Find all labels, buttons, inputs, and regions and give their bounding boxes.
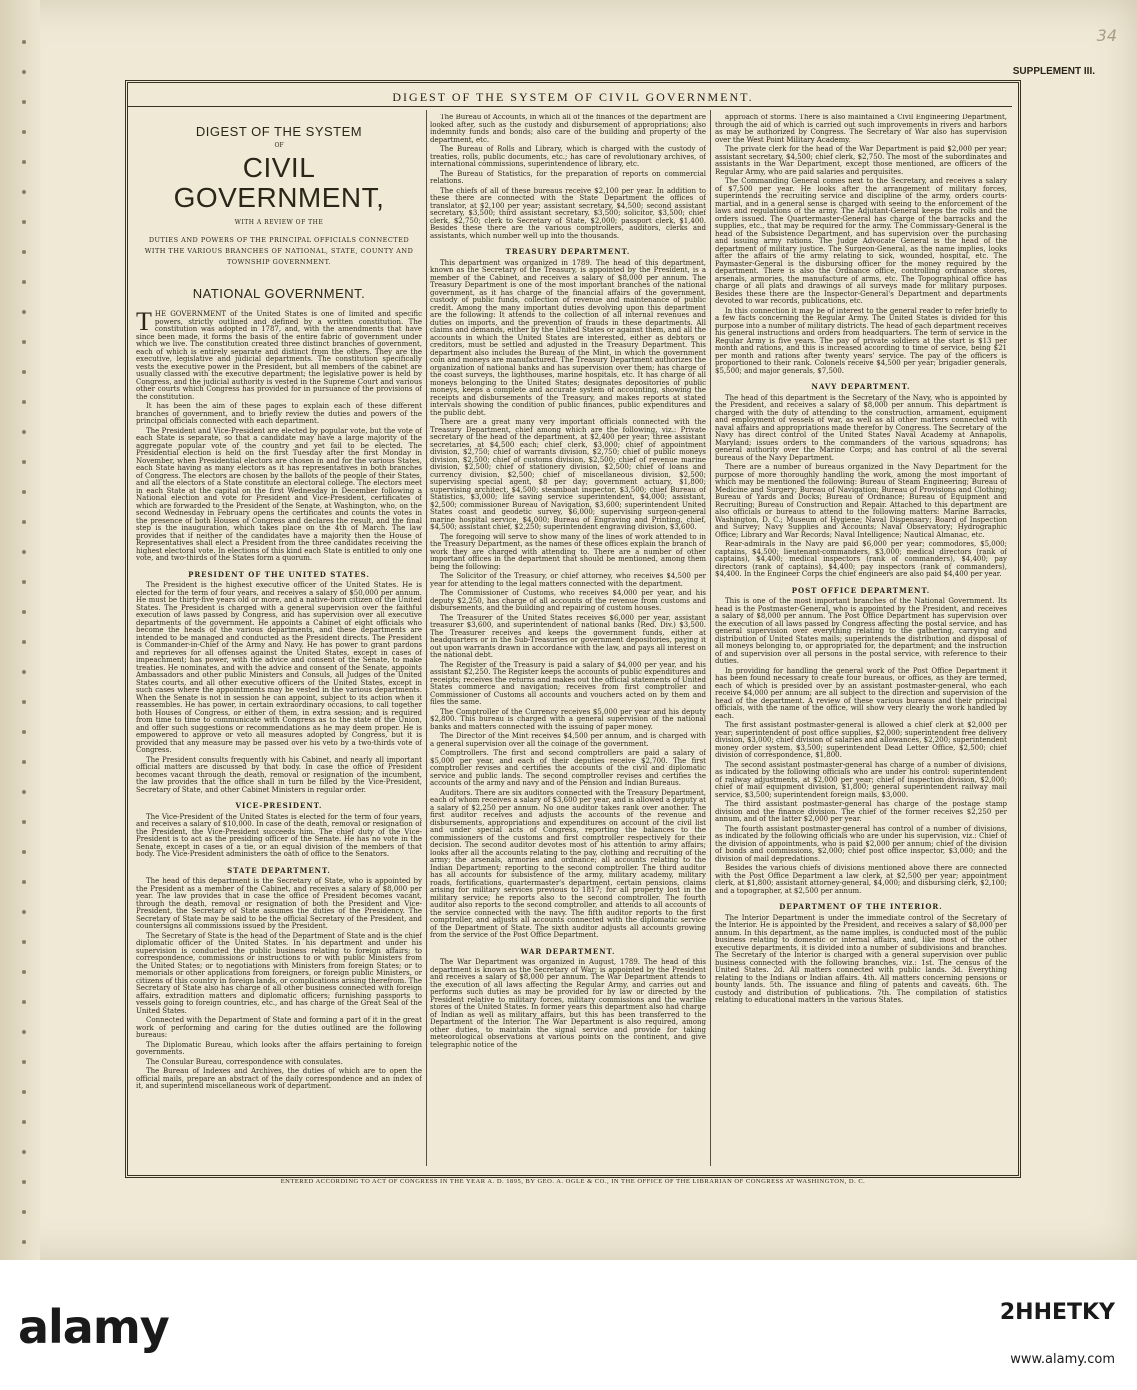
binding-hole <box>22 1030 26 1034</box>
binding-hole <box>22 40 26 44</box>
paragraph: In providing for handling the general work of the Post Office Department it has been found necessary to create four bureaus, or offices, as they are termed, each of which is presided over by an assistant postmaster-general, who each receive $4,000 per annum; are all subject to the direction and supervision of the head of the department. A review of these various bureaus and their principal officials, with the name of the office, will show very clearly the work handled by each. <box>715 666 1007 720</box>
paragraph: approach of storms. There is also maintained a Civil Engineering Department, through the aid of which is carried out such improvements in rivers and harbors as may be authorized by Congress. The Secretary of War also has supervision over the West Point Military Academy. <box>715 114 1007 144</box>
copyright-footer: ENTERED ACCORDING TO ACT OF CONGRESS IN THE YEAR A. D. 1895, BY GEO. A. OGLE & CO., IN THE OFFICE OF THE LIBRARIAN OF CONGRESS AT WASHINGTON, D. C. <box>280 1178 866 1185</box>
title-line-1: DIGEST OF THE SYSTEM <box>195 124 363 139</box>
binding-hole <box>22 190 26 194</box>
intro-text: HE GOVERNMENT of the United States is one of limited and specific powers, strictly outlined and defined by a written constitution. The constitution was adopted in 1787, and, with the amendments that have since been made, it forms the basis of the entire fabric of government under which we live. The constitution created three distinct branches of government, each of which is entirely separate and distinct from the others. They are the executive, legislative and judicial departments. The constitution specifically vests the executive power in the President, but all members of the cabinet are usually classed with the executive department; the legislative power is held by Congress, and the judicial authority is vested in the Supreme Court and various other courts which Congress has provided for in pursuance of the provisions of the constitution. <box>136 310 422 401</box>
paragraph: The Commanding General comes next to the Secretary, and receives a salary of $7,500 per year. He looks after the arrangement of military forces, superintends the recruiting service and discipline of the army, orders courts-martial, and in a general sense is charged with seeing to the enforcement of the laws and regulations of the army. The Adjutant-General keeps the rolls and the orders issued. The Quartermaster-General has charge of the barracks and the supplies, etc., that may be required for the army. The Commissary-General is the head of the Subsistence Department, and has supervision over the purchasing and issuing army rations. The Judge Advocate General is the head of the department of military justice. The Surgeon-General, as the name implies, looks after the affairs of the army relating to sick, wounded, hospital, etc. The Paymaster-General is the disbursing officer for the money required by the department. There is also the Ordnance office, controlling ordnance stores, arsenals, armories, the manufacture of arms, etc. The Topographical office has charge of all plats and drawings of all surveys made for military purposes. Besides these there are the Inspector-General's Department and departments devoted to war records, publications, etc. <box>715 177 1007 305</box>
paragraph: The Secretary of State is the head of the Department of State and is the chief diplomatic officer of the United States. In his department and under his supervision is conducted the public business relating to foreign affairs; to correspondence, commissions or instructions to or with public Ministers from the United States; or to negotiations with Ministers from foreign States; or to memorials or other applications from foreigners, or foreign public Ministers, or citizens of this country in foreign lands, or complications arising therefrom. The Secretary of State also has charge of all other business connected with foreign affairs, extradition matters and diplomatic officers; furnishing passports to vessels going to foreign countries, etc., and has charge of the Great Seal of the United States. <box>136 931 422 1015</box>
binding-hole <box>22 820 26 824</box>
paragraph: The fourth assistant postmaster-general has control of a number of divisions, as indicated by the following officials who are under his supervision, viz.: Chief of the division of appointments, who is paid $2,000 per annum; chief of the division of bonds and commissions, $2,000; chief post office inspector, $3,000; and the division of mail depredations. <box>715 824 1007 863</box>
binding-hole <box>22 430 26 434</box>
paragraph: The Bureau of Accounts, in which all of the finances of the department are looked after, such as the custody and disbursement of appropriations; also indemnity funds and bonds; also care of the building and property of the department, etc. <box>430 114 706 144</box>
paragraph: The Bureau of Indexes and Archives, the duties of which are to open the official mails, prepare an abstract of the daily correspondence and an index of it, and superintend miscellaneous work of department. <box>136 1067 422 1090</box>
paragraph: The President is the highest executive officer of the United States. He is elected for the term of four years, and receives a salary of $50,000 per annum. He must be thirty-five years old or more, and a native-born citizen of the United States. The President is charged with a general supervision over the faithful execution of laws passed by Congress, and has supervision over all executive departments of the government. He appoints a Cabinet of eight officials who become the heads of the various departments, and these departments are intended to be managed and conducted as the President directs. The President is Commander-in-Chief of the Army and Navy. He has power to grant pardons and reprieves for all offenses against the United States, except in cases of impeachment; has power, with the advice and consent of the Senate, to make treaties. He nominates, and with the advice and consent of the Senate, appoints Ambassadors and other public Ministers and Consuls, all Judges of the United States courts, and all other executive officers of the United States, except in such cases where the appointments may be vested in the various departments. When the Senate is not in session he can appoint, subject to its action when it reassembles. He has power, in certain extraordinary occasions, to call together both Houses of Congress, or either of them, in extra session; and is required from time to time to communicate with Congress as to the state of the Union, and offer such suggestions or recommendations as he may deem proper. He is empowered to approve or veto all measures adopted by Congress, but it is provided that any measure may be passed over his veto by a two-thirds vote of Congress. <box>136 581 422 754</box>
binding-hole <box>22 1060 26 1064</box>
paragraph: The Comptroller of the Currency receives $5,000 per year and his deputy $2,800. This bureau is charged with a general supervision of the national banks and matters connected with the issuing of paper money. <box>430 707 706 731</box>
binding-hole <box>22 640 26 644</box>
binding-edge <box>0 0 40 1260</box>
stock-footer-bar <box>0 1260 1137 1390</box>
paragraph: The President and Vice-President are elected by popular vote, but the vote of each State is separate, so that a candidate may have a large majority of the aggregate popular vote of the country and yet fail to be elected. The Presidential election is held on the first Tuesday after the first Monday in November, when Presidential electors are chosen in and for the various States, each State having as many electors as it has representatives in both branches of Congress. The electors are chosen by the ballots of the people of their States, and all the electors of a State constitute an electoral college. The electors meet in each State at the capital on the first Wednesday in December following a National election and vote for President and Vice-President, certificates of which are forwarded to the President of the Senate, at Washington, who, on the second Wednesday in February opens the certificates and counts the votes in the presence of both Houses of Congress and declares the result, and the final step is the inauguration, which takes place on the 4th of March. The law provides that if neither of the candidates have a majority then the House of Representatives shall elect a President from the three candidates receiving the highest electoral vote. In elections of this kind each State is entitled to only one vote, and two-thirds of the States form a quorum. <box>136 426 422 562</box>
paragraph: This is one of the most important branches of the National Government. Its head is the Postmaster-General, who is appointed by the President, and receives a salary of $8,000 per annum. The Post Office Department has supervision over the execution of all laws passed by Congress affecting the postal service, and has general supervision over everything relating to the gathering, carrying and distribution of United States mails; superintends the distribution and disposal of all moneys belonging to, or appropriated for, the department; and the instruction of and supervision over all persons in the postal service, with reference to their duties. <box>715 597 1007 665</box>
paragraph: The chiefs of all of these bureaus receive $2,100 per year. In addition to these there are connected with the State Department the offices of translator, at $2,100 per year; assistant secretary, $4,500; second assistant secretary, $3,500; third assistant secretary, $3,500; solicitor, $3,500; chief clerk, $2,750; clerk to Secretary of State, $2,000; passport clerk, $1,400. Besides these there are the various comptrollers, auditors, clerks and assistants, which number well up into the thousands. <box>430 186 706 240</box>
binding-hole <box>22 670 26 674</box>
frame-title: DIGEST OF THE SYSTEM OF CIVIL GOVERNMENT. <box>392 90 754 104</box>
paragraph: Auditors. There are six auditors connected with the Treasury Department, each of whom receives a salary of $3,600 per year, and is allowed a deputy at a salary of $2,250 per annum. No one auditor takes rank over another. The first auditor receives and adjusts the accounts of the revenue and disbursements, appropriations and expenditures on account of the civil list and under special acts of Congress, reporting the balances to the commissioners of the customs and first comptroller respectively for their decision. The second auditor devotes most of his attention to army affairs; looks after all the accounts relating to the pay, clothing and recruiting of the army; the arsenals, armories and ordnance; all accounts relating to the Indian Department; reporting to the second comptroller. The third auditor has all accounts for subsistence of the army, military academy, military roads, fortifications, quartermaster's department, certain pensions, claims arising for military services previous to 1817; for all property lost in the military service; he reports also to the second comptroller. The fourth auditor also reports to the second comptroller, and attends to all accounts of the service connected with the navy. The fifth auditor reports to the first comptroller, and adjusts all accounts connected with the diplomatic service of the Department of State. The sixth auditor adjusts all accounts growing from the service of the Post Office Department. <box>430 788 706 939</box>
binding-hole <box>22 1090 26 1094</box>
paragraph: The Solicitor of the Treasury, or chief attorney, who receives $4,500 per year for attending to the legal matters connected with the department. <box>430 572 706 588</box>
paragraph: The Director of the Mint receives $4,500 per annum, and is charged with a general supervision over all the coinage of the government. <box>430 732 706 748</box>
binding-hole <box>22 1150 26 1154</box>
paragraph: Connected with the Department of State and forming a part of it in the great work of performing and caring for the duties outlined are the following bureaus: <box>136 1016 422 1039</box>
binding-hole <box>22 370 26 374</box>
stock-image-id <box>1000 1300 1115 1326</box>
binding-hole <box>22 610 26 614</box>
paragraph: This department was organized in 1789. The head of this department, known as the Secretary of the Treasury, is appointed by the President, is a member of the Cabinet, and receives a salary of $8,000 per annum. The Treasury Department is one of the most important branches of the national government, as it has charge of the financial affairs of the government, custody of public funds, collection of revenue and maintenance of public credit. Among the many important duties devolving upon this department are the following: It attends to the collection of all internal revenues and duties on imports, and the prevention of frauds in these departments. All claims and demands, either by the United States or against them, and all the accounts in which the United States are interested, either as debtors or creditors, must be settled and adjusted in the Treasury Department. This department also includes the Bureau of the Mint, in which the government coin and moneys are manufactured. The Treasury Department authorizes the organization of national banks and has supervision over them; has charge of the coast surveys, the lighthouses, marine hospitals, etc. It has charge of all moneys belonging to the United States; designates depositories of public moneys, keeps a complete and accurate system of accounting, showing the receipts and disbursements of the Treasury, and makes reports at stated intervals showing the condition of public finances, public expenditures and the public debt. <box>430 258 706 417</box>
binding-hole <box>22 460 26 464</box>
state-department-heading: STATE DEPARTMENT. <box>227 865 331 875</box>
binding-hole <box>22 580 26 584</box>
stock-id-text: 2HHETKY <box>999 1300 1115 1325</box>
frame-title-rule <box>128 106 1012 107</box>
column-rule-2 <box>710 110 711 1166</box>
binding-hole <box>22 310 26 314</box>
binding-hole <box>22 1240 26 1244</box>
column-2 <box>430 114 706 1164</box>
binding-hole <box>22 880 26 884</box>
interior-department-heading: DEPARTMENT OF THE INTERIOR. <box>779 902 943 911</box>
vice-president-heading: VICE-PRESIDENT. <box>235 801 323 810</box>
binding-hole <box>22 760 26 764</box>
paragraph: Rear-admirals in the Navy are paid $6,000 per year; commodores, $5,000; captains, $4,500; lieutenant-commanders, $3,000; medical directors (rank of captains), $4,400; medical inspectors (rank of commanders), $4,400; pay directors (rank of captains), $4,400; pay inspectors (rank of commanders), $4,400. In the Engineer Corps the chief engineers are also paid $4,400 per year. <box>715 540 1007 578</box>
binding-hole <box>22 490 26 494</box>
paragraph: The Register of the Treasury is paid a salary of $4,000 per year, and his assistant $2,250. The Register keeps the accounts of public expenditures and receipts; receives the returns and makes out the official statements of United States commerce and navigation; receives from first comptroller and Commissioner of Customs all accounts and vouchers acted on by them and files the same. <box>430 660 706 706</box>
title-of: OF <box>274 141 284 149</box>
paragraph: The second assistant postmaster-general has charge of a number of divisions, as indicated by the following officials who are under his control: superintendent of railway adjustments, at $2,000 per year; chief of inspection division, $2,000; chief of mail equipment division, $1,800; general superintendent railway mail service, $3,500; superintendent foreign mails, $3,000. <box>715 760 1007 799</box>
binding-hole <box>22 160 26 164</box>
paragraph: The head of this department is the Secretary of State, who is appointed by the President as a member of the Cabinet, and receives a salary of $8,000 per year. The law provides that in case the office of President becomes vacant, through the death, removal or resignation of both the President and Vice-President, the Secretary of State assumes the duties of the Presidency. The Secretary of State may be said to be the official Secretary of the President, and countersigns all commissions issued by the President. <box>136 877 422 930</box>
paragraph: The Consular Bureau, correspondence with consulates. <box>146 1057 343 1066</box>
pencil-page-number: 34 <box>1096 26 1117 45</box>
paragraph: The foregoing will serve to show many of the lines of work attended to in the Treasury Department, as the names of these offices explain the branch of work they are charged with attending to. There are a number of other important offices in the department that should be mentioned, among them being the following: <box>430 532 706 571</box>
binding-hole <box>22 850 26 854</box>
binding-hole <box>22 1120 26 1124</box>
column-1 <box>136 114 422 1164</box>
binding-hole <box>22 790 26 794</box>
binding-hole <box>22 280 26 284</box>
binding-hole <box>22 100 26 104</box>
paragraph: The Diplomatic Bureau, which looks after the affairs pertaining to foreign governments. <box>136 1040 422 1056</box>
column-3 <box>715 114 1007 1164</box>
binding-hole <box>22 1180 26 1184</box>
paragraph: The Bureau of Statistics, for the preparation of reports on commercial relations. <box>430 169 706 185</box>
binding-hole <box>22 250 26 254</box>
title-with-review: WITH A REVIEW OF THE <box>234 219 324 226</box>
binding-hole <box>22 1210 26 1214</box>
president-heading: PRESIDENT OF THE UNITED STATES. <box>188 569 370 579</box>
paragraph: The private clerk for the head of the War Department is paid $2,000 per year; assistant secretary, $4,500; chief clerk, $2,750. The most of the subordinates and assistants in the War Department, except those mentioned, are officers of the Regular Army, who are paid salaries and perquisites. <box>715 145 1007 176</box>
binding-hole <box>22 940 26 944</box>
paragraph: There are a great many very important officials connected with the Treasury Department, chief among which are the following, viz.: Private secretary of the head of the department, at $2,400 per year; three assistant secretaries, at $4,500 each; chief clerk, $3,000; chief of appointment division, $2,750; chief of warrants division, $2,750; chief of public moneys division, $2,500; chief of customs division, $2,500; chief of revenue marine division, $2,500; chief of stationery division, $2,500; chief of loans and currency division, $2,500; chief of miscellaneous division, $2,500; supervising special agent, $8 per day; government actuary, $1,800; supervising architect, $4,500; steamboat inspector, $3,500; chief Bureau of Statistics, $3,000; life saving service superintendent, $4,000; assistant, $2,500; commissioner Bureau of Navigation, $3,600; superintendent United States coast and geodetic survey, $6,000; supervising surgeon-general marine hospital service, $4,000; Bureau of Engraving and Printing, chief, $4,500; assistant chief, $2,250; superintendent engraving division, $3,600. <box>430 418 706 531</box>
intro-paragraph <box>136 307 422 401</box>
stock-url: www.alamy.com <box>1010 1352 1115 1367</box>
paragraph: The first assistant postmaster-general is allowed a chief clerk at $2,000 per year; superintendent of post office supplies, $2,000; superintendent free delivery division, $3,000; chief division of salaries and allowances, $2,200; superintendent money order system, $3,500; superintendent Dead Letter Office, $2,500; chief division of correspondence, $1,800. <box>715 721 1007 759</box>
paragraph: The third assistant postmaster-general has charge of the postage stamp division and the finance division. The chief of the former receives $2,250 per annum, and of the latter $2,000 per year. <box>715 800 1007 823</box>
binding-hole <box>22 970 26 974</box>
paragraph: Besides the various chiefs of divisions mentioned above there are connected with the Post Office Department a law clerk, at $2,500 per year; appointment clerk, at $1,800; assistant attorney-general, $4,000; and disbursing clerk, $2,100; and a topographer, at $2,500 per annum. <box>715 864 1007 895</box>
binding-hole <box>22 340 26 344</box>
paragraph: The Commissioner of Customs, who receives $4,000 per year, and his deputy $2,250, has charge of all accounts of the revenue from customs and disbursements, and the building and repairing of custom houses. <box>430 589 706 612</box>
paragraph: There are a number of bureaus organized in the Navy Department for the purpose of more thoroughly handling the work, among the most important of which may be mentioned the following: Bureau of Steam Engineering; Bureau of Medicine and Surgery; Bureau of Navigation; Bureau of Provisions and Clothing; Bureau of Yards and Docks; Bureau of Ordnance; Bureau of Equipment and Recruiting; Bureau of Construction and Repair. Attached to this department are also officials or bureaus to attend to the following matters: Marine Barracks, Washington, D. C.; Museum of Hygiene; Naval Dispensary; Board of Inspection and Survey; Navy Supplies and Accounts; Naval Observatory; Hydrographic Office; Library and War Records; Naval Intelligence; Nautical Almanac, etc. <box>715 463 1007 539</box>
binding-hole <box>22 400 26 404</box>
navy-department-heading: NAVY DEPARTMENT. <box>811 382 911 391</box>
binding-hole <box>22 220 26 224</box>
treasury-department-heading: TREASURY DEPARTMENT. <box>505 247 631 256</box>
paragraph: The Bureau of Rolls and Library, which is charged with the custody of treaties, rolls, public documents, etc.; has care of revolutionary archives, of international commissions, superintendence of library, etc. <box>430 145 706 168</box>
supplement-label: SUPPLEMENT III. <box>1012 66 1095 77</box>
title-main: CIVIL GOVERNMENT, <box>173 152 385 213</box>
column-rule-1 <box>426 110 427 1166</box>
title-subtitle: DUTIES AND POWERS OF THE PRINCIPAL OFFICIALS CONNECTED WITH THE VARIOUS BRANCHES OF NATIONAL, STATE, COUNTY AND TOWNSHIP GOVERNMENT. <box>144 235 414 266</box>
war-department-heading: WAR DEPARTMENT. <box>520 946 616 956</box>
paragraph: The Treasurer of the United States receives $6,000 per year, assistant treasurer $3,600, and superintendent of national banks (Red. Div.) $3,500. The Treasurer receives and keeps the government funds, either at headquarters or in the Sub-Treasuries or government depositories, paying it out upon warrants drawn in accordance with the law, and pays all interest on the national debt. <box>430 613 706 659</box>
binding-hole <box>22 910 26 914</box>
paragraph: It has been the aim of these pages to explain each of these different branches of government, and to briefly review the duties and powers of the principal officials connected with each department. <box>136 402 422 425</box>
binding-hole <box>22 130 26 134</box>
binding-hole <box>22 520 26 524</box>
binding-hole <box>22 70 26 74</box>
paragraph: In this connection it may be of interest to the general reader to refer briefly to a few facts concerning the Regular Army. The United States is divided for this purpose into a number of military districts. The head of each department receives his general instructions and orders from headquarters. The term of service in the Regular Army is five years. The pay of private soldiers at the start is $13 per month and rations, and this is increased according to time of service, being $21 per month and rations after twenty years' service. The pay of the officers is proportioned to their rank. Colonels receive $4,500 per year; brigadier generals, $5,500; and major generals, $7,500. <box>715 306 1007 375</box>
paragraph: The Vice-President of the United States is elected for the term of four years, and receives a salary of $10,000. In case of the death, removal or resignation of the President, the Vice-President succeeds him. The chief duty of the Vice-President is to act as the presiding officer of the Senate. He has no vote in the Senate, except in cases of a tie, or an equal division of the members of that body. The Vice-President administers the oath of office to the Senators. <box>136 812 422 858</box>
national-government-heading: NATIONAL GOVERNMENT. <box>192 285 366 301</box>
binding-hole <box>22 700 26 704</box>
paragraph: Comptrollers. The first and second comptrollers are paid a salary of $5,000 per year, and each of their deputies receive $2,700. The first comptroller revises and certifies the accounts of the civil and diplomatic service and public lands. The second comptroller revises and certifies the accounts of the army and navy and of the Pension and Indian Bureaus. <box>430 749 706 787</box>
paragraph: The President consults frequently with his Cabinet, and nearly all important official matters are discussed by that body. In case the office of President becomes vacant through the death, removal or resignation of the incumbent, the law provides that the office shall in turn be filled by the Vice-President, Secretary of State, and other Cabinet Ministers in regular order. <box>136 755 422 794</box>
paragraph: The Interior Department is under the immediate control of the Secretary of the Interior. He is appointed by the President, and receives a salary of $8,000 per annum. In this department, as the name implies, is conducted most of the public business relating to domestic or internal affairs, and, like most of the other executive departments, it is divided into a number of subdivisions and branches. The Secretary of the Interior is charged with a general supervision over public business connected with the following branches, viz.: 1st. The census of the United States. 2d. All matters connected with public lands. 3d. Everything relating to the Indians or Indian affairs. 4th. All matters concerning pensions or bounty lands. 5th. The issuance and filing of patents and caveats. 6th. The custody and distribution of publications. 7th. The compilation of statistics relating to educational matters in the various States. <box>715 913 1007 1004</box>
drop-cap: T <box>136 307 152 336</box>
binding-hole <box>22 550 26 554</box>
stock-logo: alamy <box>18 1300 169 1354</box>
paragraph: The head of this department is the Secretary of the Navy, who is appointed by the President, and receives a salary of $8,000 per annum. This department is charged with the duty of attending to the construction, armament, equipment and employment of vessels of war, as well as all other matters connected with naval affairs and appropriations made therefor by Congress. The Secretary of the Navy has direct control of the United States Naval Academy at Annapolis, Maryland; issues orders to the commanders of the various squadrons; has general authority over the Marine Corps; and has control of all the several bureaus of the Navy Department. <box>715 393 1007 462</box>
binding-hole <box>22 1000 26 1004</box>
paragraph: The War Department was organized in August, 1789. The head of this department is known as the Secretary of War; is appointed by the President and receives a salary of $8,000 per annum. The War Department attends to the execution of all laws affecting the Regular Army, and carries out and performs such duties as may be provided for by law or directed by the President relative to military forces, military commissions and the warlike stores of the United States. In former years this department also had charge of Indian as well as military affairs, but this has been transferred to the Department of the Interior. The War Department is also required, among other duties, to maintain the signal service and provide for taking meteorological observations at various points on the continent, and give telegraphic notice of the <box>430 958 706 1049</box>
binding-hole <box>22 730 26 734</box>
post-office-department-heading: POST OFFICE DEPARTMENT. <box>791 585 931 595</box>
